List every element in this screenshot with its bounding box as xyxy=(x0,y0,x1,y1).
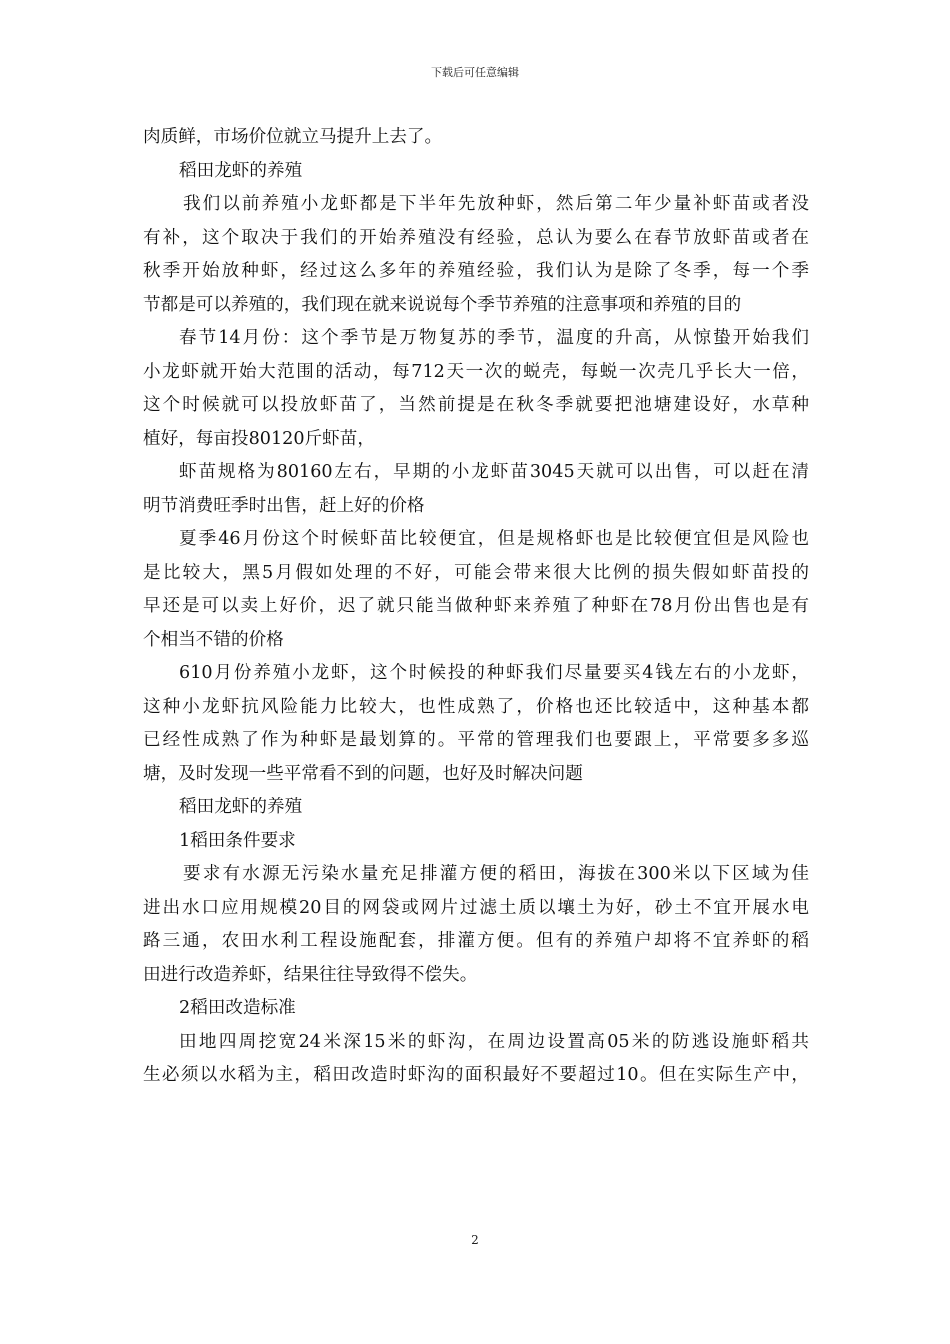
document-body xyxy=(143,121,809,1093)
text-line: 这种小龙虾抗风险能力比较大，也性成熟了，价格也还比较适中，这种基本都 xyxy=(143,696,809,717)
text-line: 明节消费旺季时出售，赶上好的价格 xyxy=(143,495,425,516)
text-line: 节都是可以养殖的，我们现在就来说说每个季节养殖的注意事项和养殖的目的 xyxy=(143,294,742,315)
text-line: 进出水口应用规模20目的网袋或网片过滤土质以壤土为好，砂土不宜开展水电 xyxy=(143,897,809,918)
text-line: 植好，每亩投80120斤虾苗， xyxy=(143,428,375,449)
text-line: 虾苗规格为80160左右，早期的小龙虾苗3045天就可以出售，可以赶在清 xyxy=(179,462,809,482)
text-line: 早还是可以卖上好价，迟了就只能当做种虾来养殖了种虾在78月份出售也是有 xyxy=(143,596,809,616)
text-line: 田地四周挖宽24米深15米的虾沟，在周边设置高05米的防逃设施虾稻共 xyxy=(179,1031,809,1052)
page-number: 2 xyxy=(471,1233,479,1247)
text-line: 我们以前养殖小龙虾都是下半年先放种虾，然后第二年少量补虾苗或者没 xyxy=(183,194,809,214)
text-line: 生必须以水稻为主，稻田改造时虾沟的面积最好不要超过10。但在实际生产中， xyxy=(143,1065,809,1085)
text-line: 已经性成熟了作为种虾是最划算的。平常的管理我们也要跟上，平常要多多巡 xyxy=(143,730,809,750)
text-line: 田进行改造养虾，结果往往导致得不偿失。 xyxy=(143,964,478,985)
text-line: 610月份养殖小龙虾，这个时候投的种虾我们尽量要买4钱左右的小龙虾， xyxy=(179,663,809,683)
text-line: 秋季开始放种虾，经过这么多年的养殖经验，我们认为是除了冬季，每一个季 xyxy=(143,261,809,281)
text-line: 稻田龙虾的养殖 xyxy=(179,797,303,817)
text-line: 小龙虾就开始大范围的活动，每712天一次的蜕壳，每蜕一次壳几乎长大一倍， xyxy=(143,361,809,382)
text-line: 塘，及时发现一些平常看不到的问题，也好及时解决问题 xyxy=(143,763,583,784)
text-line: 稻田龙虾的养殖 xyxy=(179,160,303,181)
text-line: 个相当不错的价格 xyxy=(143,629,284,650)
text-line: 春节14月份：这个季节是万物复苏的季节，温度的升高，从惊蛰开始我们 xyxy=(179,328,809,348)
text-line: 要求有水源无污染水量充足排灌方便的稻田，海拔在300米以下区域为佳 xyxy=(183,864,809,884)
text-line: 肉质鲜，市场价位就立马提升上去了。 xyxy=(143,127,443,147)
text-line: 路三通，农田水利工程设施配套，排灌方便。但有的养殖户却将不宜养虾的稻 xyxy=(143,931,809,951)
text-line: 2稻田改造标准 xyxy=(179,998,296,1018)
text-line: 是比较大，黑5月假如处理的不好，可能会带来很大比例的损失假如虾苗投的 xyxy=(143,562,809,583)
text-line: 有补，这个取决于我们的开始养殖没有经验，总认为要么在春节放虾苗或者在 xyxy=(143,227,809,248)
page-header: 下载后可任意编辑 xyxy=(431,66,519,79)
text-line: 这个时候就可以投放虾苗了，当然前提是在秋冬季就要把池塘建设好，水草种 xyxy=(143,395,809,415)
text-line: 1稻田条件要求 xyxy=(179,830,296,851)
text-line: 夏季46月份这个时候虾苗比较便宜，但是规格虾也是比较便宜但是风险也 xyxy=(179,529,809,549)
